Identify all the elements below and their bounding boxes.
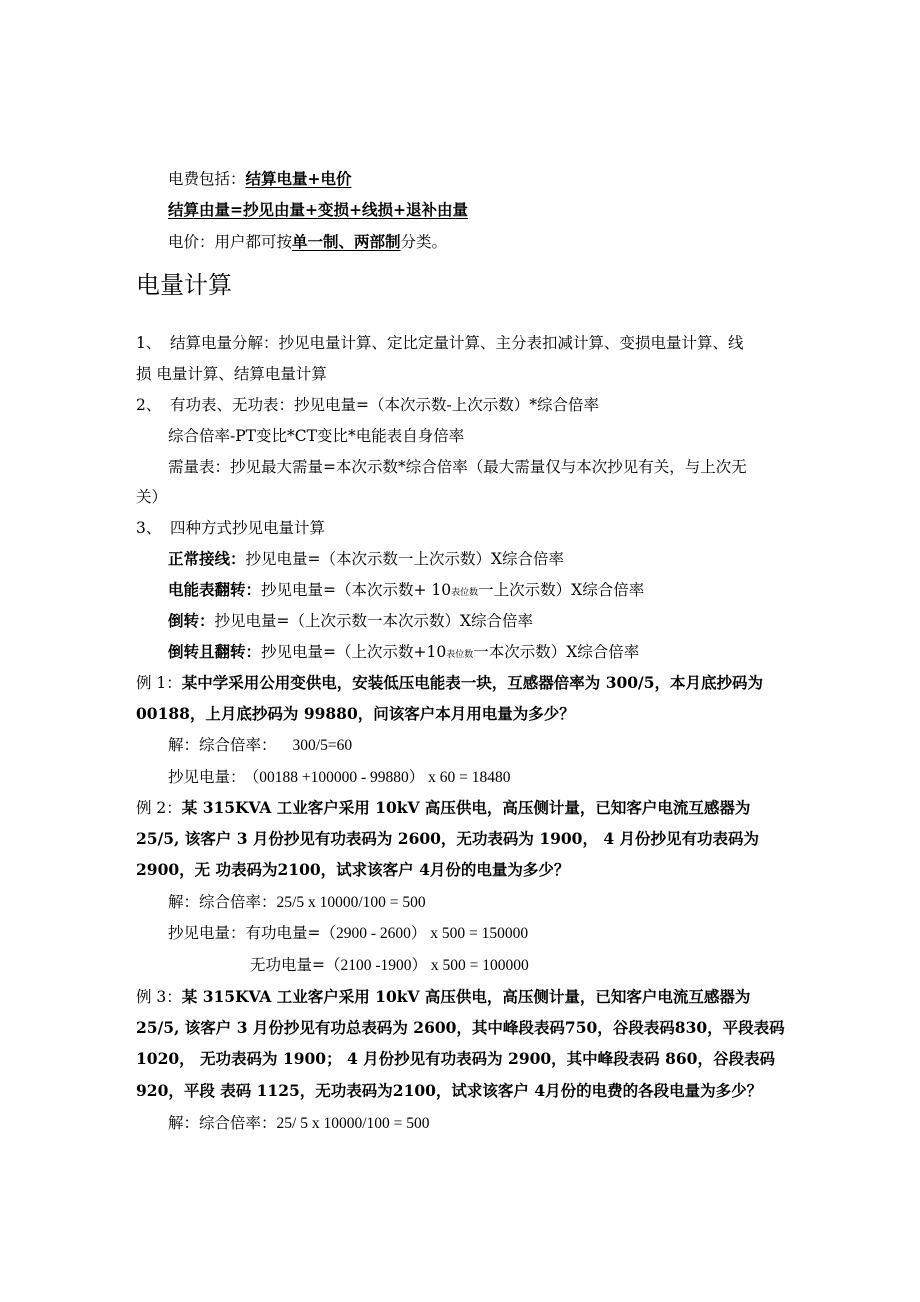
- section-1-num: 1、: [136, 334, 162, 352]
- section-1-line-1: 结算电量分解：抄见电量计算、定比定量计算、主分表扣减计算、变损电量计算、线: [170, 334, 744, 352]
- example-2-line-1: [136, 797, 750, 819]
- method-reverse-text: 抄见电量=（上次示数一本次示数）X综合倍率: [214, 612, 534, 630]
- intro-line-2: 结算由量=抄见由量+变损+线损+退补由量: [168, 200, 468, 219]
- example-1-calc-value: （00188 +100000 - 99880） x 60 = 18480: [251, 769, 511, 786]
- example-3-line-1: [136, 986, 750, 1008]
- example-2-solution-value: 25/5 x 10000/100 = 500: [276, 894, 426, 911]
- method-normal-text: 抄见电量=（本次示数一上次示数）X综合倍率: [245, 550, 565, 568]
- method-reverse: [168, 610, 533, 632]
- example-3-solution-value: 25/ 5 x 10000/100 = 500: [276, 1115, 430, 1132]
- example-3-prefix: 例 3：: [136, 988, 182, 1006]
- intro-line-3-underlined: 单一制、两部制: [292, 232, 401, 251]
- example-2-calc-reactive: [250, 954, 529, 977]
- example-1-line-2: 00188，上月底抄码为 99880，问该客户本月用电量为多少？: [136, 704, 575, 723]
- method-reverse-rollover-label: 倒转且翻转：: [168, 642, 262, 661]
- example-2-solution-label: 解：综合倍率：: [168, 893, 277, 911]
- example-2-reactive-value: （2100 -1900） x 500 = 100000: [325, 957, 529, 974]
- example-1-line-1: [136, 672, 763, 694]
- method-rollover-label: 电能表翻转：: [168, 580, 262, 599]
- method-reverse-label: 倒转：: [168, 611, 215, 630]
- example-2-line-3: 2900，无 功表码为2100，试求该客户 4月份的电量为多少？: [136, 860, 570, 879]
- example-3-solution: [168, 1112, 430, 1135]
- method-rollover-text-a: 抄见电量=（本次示数+ 10: [261, 581, 452, 599]
- intro-line-1-underlined: 结算电量+电价: [245, 169, 352, 188]
- example-1-solution-label: 解：综合倍率：: [168, 736, 277, 754]
- example-3-solution-label: 解：综合倍率：: [168, 1114, 277, 1132]
- method-normal: [168, 548, 564, 570]
- intro-line-3-prefix: 电价：用户都可按: [168, 233, 293, 251]
- intro-line-3: [168, 231, 447, 253]
- method-normal-label: 正常接线：: [168, 549, 246, 568]
- method-rollover: [168, 579, 644, 604]
- example-2-solution: [168, 891, 426, 914]
- example-2-active-label: 有功电量=: [245, 924, 321, 942]
- example-3-line-3: 1020， 无功表码为 1900； 4 月份抄见有功表码为 2900，其中峰段表码 860，谷段表码: [136, 1049, 775, 1068]
- method-reverse-rollover-text-a: 抄见电量=（上次示数+10: [261, 643, 447, 661]
- example-2-reactive-label: 无功电量=: [250, 956, 325, 974]
- example-1-solution-value: 300/5=60: [292, 737, 353, 754]
- method-reverse-rollover-subscript: 表位数: [446, 650, 474, 660]
- example-3-line-4: 920，平段 表码 1125，无功表码为2100，试求该客户 4月份的电费的各段电量为多少？: [136, 1081, 763, 1100]
- intro-line-3-suffix: 分类。: [400, 233, 448, 251]
- section-1-line-2: 损 电量计算、结算电量计算: [136, 365, 327, 383]
- section-2-num: 2、: [136, 396, 162, 414]
- example-1-calc: [168, 766, 511, 789]
- example-1-text-1: 某中学采用公用变供电，安装低压电能表一块，互感器倍率为 300/5，本月底抄码为: [181, 673, 763, 692]
- example-1-calc-label: 抄见电量：: [168, 768, 246, 786]
- method-reverse-rollover: [168, 641, 639, 666]
- example-2-text-1: 某 315KVA 工业客户采用 10kV 高压供电，高压侧计量，已知客户电流互感器为: [181, 798, 751, 817]
- example-2-active-value: （2900 - 2600） x 500 = 150000: [320, 925, 529, 942]
- section-heading: 电量计算: [136, 271, 232, 299]
- section-2-line-1: 有功表、无功表：抄见电量=（本次示数-上次示数）*综合倍率: [170, 396, 599, 414]
- method-rollover-subscript: 表位数: [451, 588, 479, 598]
- intro-line-1-prefix: 电费包括：: [168, 170, 246, 188]
- method-reverse-rollover-text-b: 一本次示数）X综合倍率: [473, 643, 640, 661]
- example-1-solution: [168, 734, 352, 757]
- method-rollover-text-b: 一上次示数）X综合倍率: [478, 581, 645, 599]
- intro-line-1: [168, 168, 352, 190]
- section-3-num: 3、: [136, 519, 162, 537]
- example-2-calc-label: 抄见电量：: [168, 924, 246, 942]
- example-3-text-1: 某 315KVA 工业客户采用 10kV 高压供电，高压侧计量，已知客户电流互感器为: [181, 987, 751, 1006]
- example-2-line-2: 25/5, 该客户 3 月份抄见有功表码为 2600，无功表码为 1900， 4 月份抄见有功表码为: [136, 829, 760, 848]
- example-2-calc-active: [168, 922, 528, 945]
- example-3-line-2: 25/5, 该客户 3 月份抄见有功总表码为 2600，其中峰段表码750，谷段表码830，平段表码: [136, 1018, 785, 1037]
- section-2-line-3: 需量表：抄见最大需量=本次示数*综合倍率（最大需量仅与本次抄见有关，与上次无: [168, 458, 747, 476]
- section-3-title: 四种方式抄见电量计算: [170, 519, 326, 537]
- example-2-prefix: 例 2：: [136, 799, 182, 817]
- section-2-line-2: 综合倍率-PT变比*CT变比*电能表自身倍率: [168, 427, 465, 445]
- example-1-prefix: 例 1：: [136, 674, 182, 692]
- section-2-line-4: 关）: [136, 488, 168, 506]
